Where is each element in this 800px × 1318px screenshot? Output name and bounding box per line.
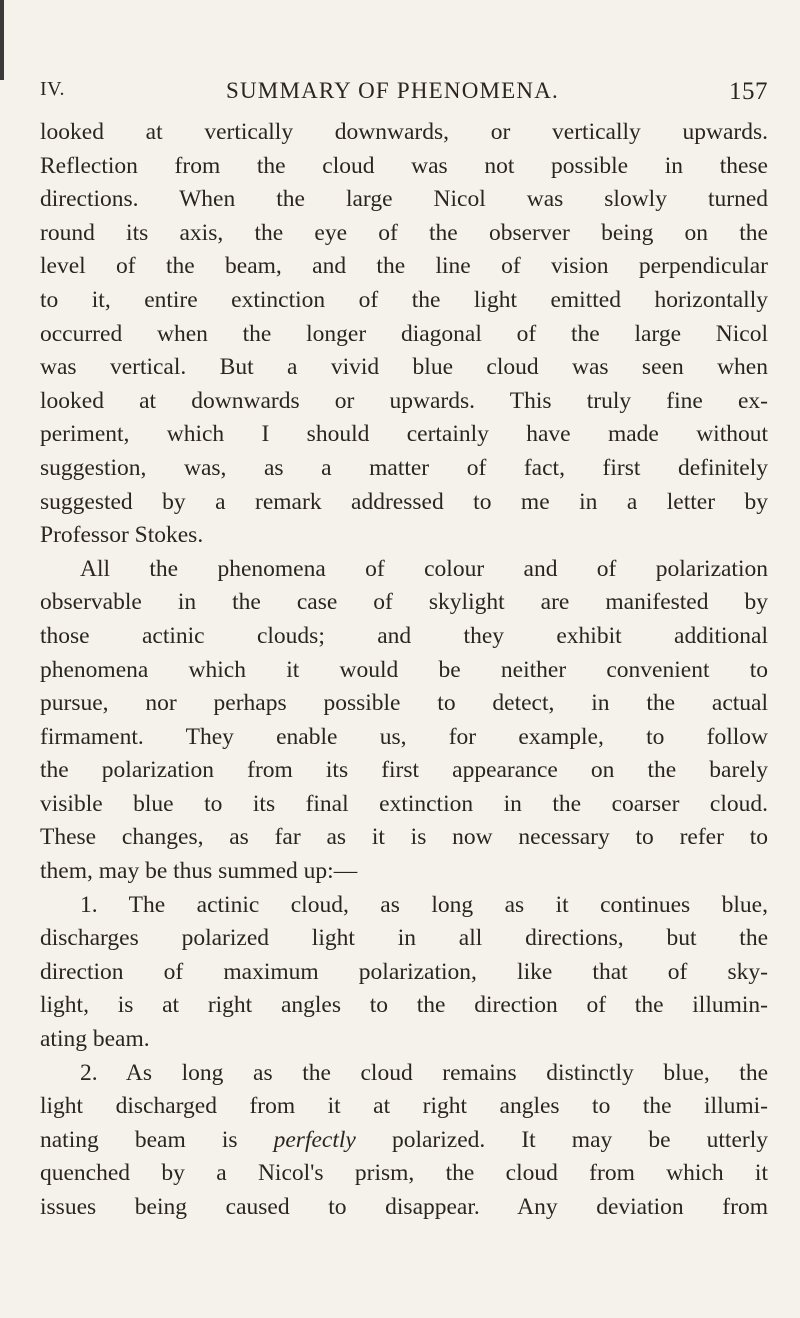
numbered-item-line: 2. As long as the cloud remains distinctly blue, the [80, 1059, 768, 1086]
text-line: discharges polarized light in all directions, but the [40, 925, 768, 952]
text-line: the polarization from its first appearance on the barely [40, 757, 768, 784]
text-line: quenched by a Nicol's prism, the cloud from which it [40, 1160, 768, 1187]
text-line: suggestion, was, as a matter of fact, first definitely [40, 454, 768, 481]
page-number: 157 [729, 78, 768, 105]
text-line: those actinic clouds; and they exhibit additional [40, 622, 768, 649]
text-line: periment, which I should certainly have made without [40, 421, 768, 448]
text-line: round its axis, the eye of the observer being on the [40, 219, 768, 246]
text-line: suggested by a remark addressed to me in a letter by [40, 488, 768, 515]
chapter-number: IV. [40, 78, 66, 100]
text-line: to it, entire extinction of the light emitted horizontally [40, 286, 768, 313]
text-line: ating beam. [40, 1026, 150, 1053]
numbered-item-line: 1. The actinic cloud, as long as it continues blue, [80, 891, 768, 918]
text-segment: polarized. It may be utterly [355, 1126, 768, 1153]
text-line: phenomena which it would be neither convenient to [40, 656, 768, 683]
running-title: SUMMARY OF PHENOMENA. [226, 78, 559, 103]
text-line: them, may be thus summed up:— [40, 858, 358, 885]
text-line: issues being caused to disappear. Any deviation from [40, 1194, 768, 1220]
text-line: visible blue to its final extinction in the coarser cloud. [40, 790, 768, 817]
text-line: observable in the case of skylight are manifested by [40, 589, 768, 616]
body-text [40, 116, 768, 1225]
running-head [40, 78, 768, 108]
text-line: pursue, nor perhaps possible to detect, in the actual [40, 690, 768, 717]
text-line: level of the beam, and the line of vision perpendicular [40, 253, 768, 280]
text-line: occurred when the longer diagonal of the large Nicol [40, 320, 768, 347]
binding-edge [0, 0, 4, 80]
paragraph-start-line: All the phenomena of colour and of polarization [80, 555, 768, 582]
text-line: direction of maximum polarization, like that of sky- [40, 958, 768, 985]
text-line-with-emphasis [40, 1124, 768, 1158]
text-line: light discharged from it at right angles to the illumi- [40, 1093, 768, 1120]
emphasis-text: perfectly [273, 1126, 356, 1153]
text-line: These changes, as far as it is now necessary to refer to [40, 824, 768, 851]
text-line: firmament. They enable us, for example, to follow [40, 723, 768, 750]
text-line: light, is at right angles to the direction of the illumin- [40, 992, 768, 1019]
text-line: Professor Stokes. [40, 522, 204, 549]
text-segment: nating beam is [40, 1126, 274, 1153]
text-line: Reflection from the cloud was not possible in these [40, 152, 768, 179]
text-line: was vertical. But a vivid blue cloud was seen when [40, 354, 768, 381]
text-line: looked at downwards or upwards. This truly fine ex- [40, 387, 768, 414]
text-line: looked at vertically downwards, or vertically upwards. [40, 119, 768, 145]
text-line: directions. When the large Nicol was slowly turned [40, 186, 768, 213]
